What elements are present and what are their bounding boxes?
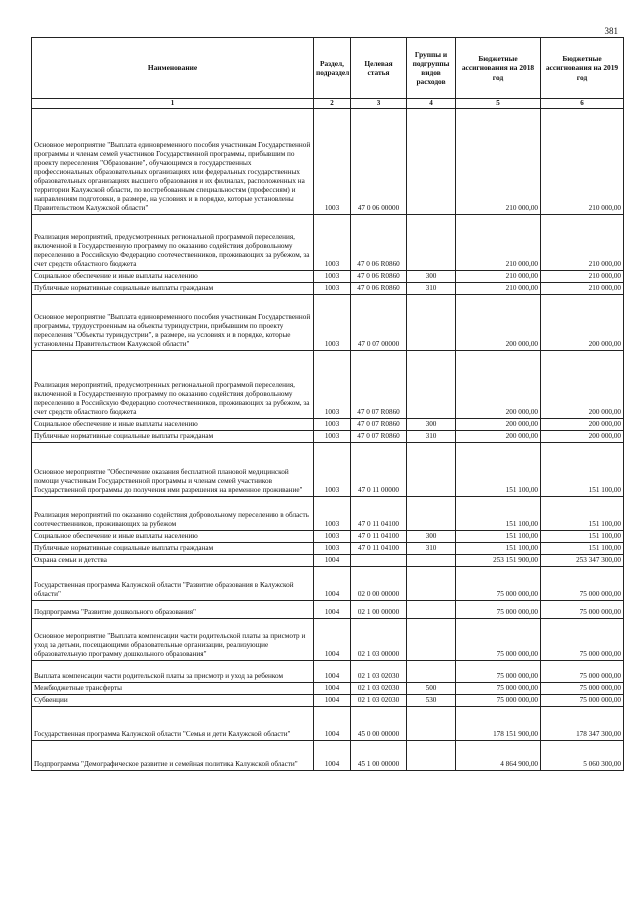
row-amount-2018: 4 864 900,00 <box>456 741 541 771</box>
header-2019: Бюджетные ассигнования на 2019 год <box>541 38 624 99</box>
row-group: 310 <box>407 283 456 295</box>
row-article: 47 0 11 04100 <box>351 543 407 555</box>
row-group <box>407 707 456 741</box>
row-section: 1004 <box>314 695 351 707</box>
row-amount-2019: 151 100,00 <box>541 543 624 555</box>
table-row <box>32 619 624 661</box>
row-group <box>407 497 456 531</box>
row-section: 1003 <box>314 497 351 531</box>
row-article: 02 0 00 00000 <box>351 567 407 601</box>
row-group <box>407 109 456 215</box>
row-section: 1003 <box>314 531 351 543</box>
row-section: 1003 <box>314 419 351 431</box>
row-group <box>407 567 456 601</box>
row-article <box>351 555 407 567</box>
row-name: Основное мероприятие "Выплата единовременного пособия участникам Государственной программы, трудоустроенным на объекты туриндустрии, прибывшим по проекту переселения "Объекты туриндустрии", в размере, на условиях и в порядке, которые установлены Правительством Калужской области" <box>32 295 314 351</box>
row-section: 1004 <box>314 619 351 661</box>
row-amount-2018: 210 000,00 <box>456 215 541 271</box>
row-amount-2018: 253 151 900,00 <box>456 555 541 567</box>
row-amount-2019: 200 000,00 <box>541 431 624 443</box>
row-section: 1003 <box>314 295 351 351</box>
row-article: 47 0 06 R0860 <box>351 215 407 271</box>
row-name: Основное мероприятие "Выплата единовременного пособия участникам Государственной программы и членам семей участников Государственной программы, прибывшим по проекту переселения "Образование", обучающимся в государственных профессиональных образовательных организациях или федеральных государственных образовательных организациях высшего образования и их филиалах, расположенных на территории Калужской области, по востребованным специальностям (профессиям) и направлениям подготовки, в размере, на условиях и в порядке, которые установлены Правительством Калужской области" <box>32 109 314 215</box>
row-name: Социальное обеспечение и иные выплаты населению <box>32 531 314 543</box>
row-article: 02 1 03 02030 <box>351 695 407 707</box>
row-amount-2019: 178 347 300,00 <box>541 707 624 741</box>
row-section: 1003 <box>314 271 351 283</box>
row-group: 500 <box>407 683 456 695</box>
row-article: 47 0 11 04100 <box>351 497 407 531</box>
row-amount-2019: 75 000 000,00 <box>541 661 624 683</box>
row-article: 02 1 00 00000 <box>351 601 407 619</box>
table-row <box>32 351 624 419</box>
row-section: 1003 <box>314 283 351 295</box>
row-section: 1003 <box>314 351 351 419</box>
row-name: Выплата компенсации части родительской платы за присмотр и уход за ребенком <box>32 661 314 683</box>
table-row <box>32 431 624 443</box>
row-amount-2019: 210 000,00 <box>541 215 624 271</box>
row-section: 1003 <box>314 215 351 271</box>
row-group: 300 <box>407 271 456 283</box>
row-name: Реализация мероприятий, предусмотренных региональной программой переселения, включенной в Государственную программу по оказанию содействия добровольному переселению в Российскую Федерацию соотечественников, проживающих за рубежом, за счет средств областного бюджета <box>32 351 314 419</box>
row-amount-2018: 75 000 000,00 <box>456 601 541 619</box>
row-name: Социальное обеспечение и иные выплаты населению <box>32 271 314 283</box>
row-amount-2019: 75 000 000,00 <box>541 683 624 695</box>
row-article: 47 0 11 04100 <box>351 531 407 543</box>
row-section: 1004 <box>314 707 351 741</box>
row-amount-2018: 75 000 000,00 <box>456 683 541 695</box>
row-name: Социальное обеспечение и иные выплаты населению <box>32 419 314 431</box>
table-row <box>32 661 624 683</box>
row-amount-2018: 151 100,00 <box>456 531 541 543</box>
row-group: 300 <box>407 419 456 431</box>
row-section: 1003 <box>314 443 351 497</box>
row-amount-2018: 151 100,00 <box>456 497 541 531</box>
header-row <box>32 38 624 99</box>
row-name: Государственная программа Калужской области "Семья и дети Калужской области" <box>32 707 314 741</box>
row-name: Подпрограмма "Демографическое развитие и семейная политика Калужской области" <box>32 741 314 771</box>
table-row <box>32 683 624 695</box>
table-body <box>32 109 624 771</box>
row-group <box>407 443 456 497</box>
page-number: 381 <box>604 26 618 36</box>
row-name: Охрана семьи и детства <box>32 555 314 567</box>
row-amount-2019: 151 100,00 <box>541 443 624 497</box>
table-row <box>32 707 624 741</box>
row-article: 47 0 06 R0860 <box>351 271 407 283</box>
row-group <box>407 741 456 771</box>
row-amount-2018: 178 151 900,00 <box>456 707 541 741</box>
budget-table <box>31 37 624 771</box>
table-row <box>32 567 624 601</box>
row-amount-2019: 200 000,00 <box>541 419 624 431</box>
header-section: Раздел, подраздел <box>314 38 351 99</box>
table-row <box>32 555 624 567</box>
row-section: 1004 <box>314 601 351 619</box>
column-number: 1 <box>32 99 314 109</box>
table-row <box>32 531 624 543</box>
row-name: Публичные нормативные социальные выплаты гражданам <box>32 543 314 555</box>
row-article: 47 0 07 R0860 <box>351 419 407 431</box>
row-name: Основное мероприятие "Выплата компенсации части родительской платы за присмотр и уход за детьми, посещающими образовательные организации, реализующие образовательную программу дошкольного образования" <box>32 619 314 661</box>
header-name: Наименование <box>32 38 314 99</box>
row-amount-2018: 200 000,00 <box>456 351 541 419</box>
row-name: Государственная программа Калужской области "Развитие образования в Калужской области" <box>32 567 314 601</box>
row-amount-2018: 75 000 000,00 <box>456 567 541 601</box>
row-amount-2018: 210 000,00 <box>456 283 541 295</box>
row-name: Подпрограмма "Развитие дошкольного образования" <box>32 601 314 619</box>
row-amount-2018: 151 100,00 <box>456 443 541 497</box>
table-row <box>32 295 624 351</box>
row-section: 1004 <box>314 555 351 567</box>
row-section: 1004 <box>314 683 351 695</box>
row-section: 1004 <box>314 567 351 601</box>
table-row <box>32 109 624 215</box>
row-article: 47 0 11 00000 <box>351 443 407 497</box>
row-amount-2018: 200 000,00 <box>456 295 541 351</box>
table-row <box>32 283 624 295</box>
column-number: 4 <box>407 99 456 109</box>
row-article: 47 0 07 00000 <box>351 295 407 351</box>
row-amount-2019: 210 000,00 <box>541 283 624 295</box>
row-name: Основное мероприятие "Обеспечение оказания бесплатной плановой медицинской помощи участникам Государственной программы и членам семей участников Государственной программы до получения ими разрешения на временное проживание" <box>32 443 314 497</box>
row-group <box>407 351 456 419</box>
row-name: Публичные нормативные социальные выплаты гражданам <box>32 431 314 443</box>
table-row <box>32 543 624 555</box>
row-amount-2018: 75 000 000,00 <box>456 619 541 661</box>
row-article: 47 0 07 R0860 <box>351 351 407 419</box>
row-amount-2019: 200 000,00 <box>541 295 624 351</box>
row-amount-2018: 151 100,00 <box>456 543 541 555</box>
row-group <box>407 215 456 271</box>
row-amount-2019: 210 000,00 <box>541 271 624 283</box>
table-row <box>32 215 624 271</box>
row-amount-2018: 210 000,00 <box>456 109 541 215</box>
row-name: Субвенции <box>32 695 314 707</box>
row-article: 45 0 00 00000 <box>351 707 407 741</box>
row-article: 02 1 03 02030 <box>351 661 407 683</box>
row-article: 45 1 00 00000 <box>351 741 407 771</box>
row-amount-2019: 151 100,00 <box>541 497 624 531</box>
row-group <box>407 619 456 661</box>
header-group: Группы и подгруппы видов расходов <box>407 38 456 99</box>
column-number: 2 <box>314 99 351 109</box>
row-amount-2019: 253 347 300,00 <box>541 555 624 567</box>
row-group: 300 <box>407 531 456 543</box>
row-amount-2019: 75 000 000,00 <box>541 695 624 707</box>
row-article: 02 1 03 02030 <box>351 683 407 695</box>
row-group <box>407 601 456 619</box>
table-row <box>32 443 624 497</box>
row-amount-2019: 75 000 000,00 <box>541 601 624 619</box>
row-amount-2019: 5 060 300,00 <box>541 741 624 771</box>
row-amount-2018: 75 000 000,00 <box>456 695 541 707</box>
table-row <box>32 741 624 771</box>
row-group <box>407 661 456 683</box>
row-section: 1004 <box>314 661 351 683</box>
header-2018: Бюджетные ассигнования на 2018 год <box>456 38 541 99</box>
table-row <box>32 497 624 531</box>
header-article: Целевая статья <box>351 38 407 99</box>
table-row <box>32 271 624 283</box>
row-name: Межбюджетные трансферты <box>32 683 314 695</box>
row-group <box>407 555 456 567</box>
column-number: 6 <box>541 99 624 109</box>
row-section: 1004 <box>314 741 351 771</box>
column-number: 5 <box>456 99 541 109</box>
row-amount-2018: 210 000,00 <box>456 271 541 283</box>
row-group: 310 <box>407 543 456 555</box>
row-name: Реализация мероприятий по оказанию содействия добровольному переселению в область соотечественников, проживающих за рубежом <box>32 497 314 531</box>
row-section: 1003 <box>314 431 351 443</box>
table-row <box>32 419 624 431</box>
table-row <box>32 695 624 707</box>
row-group: 310 <box>407 431 456 443</box>
row-amount-2018: 75 000 000,00 <box>456 661 541 683</box>
row-name: Реализация мероприятий, предусмотренных региональной программой переселения, включенной в Государственную программу по оказанию содействия добровольному переселению в Российскую Федерацию соотечественников, проживающих за рубежом, за счет средств областного бюджета <box>32 215 314 271</box>
row-group: 530 <box>407 695 456 707</box>
row-name: Публичные нормативные социальные выплаты гражданам <box>32 283 314 295</box>
row-amount-2018: 200 000,00 <box>456 419 541 431</box>
row-article: 47 0 07 R0860 <box>351 431 407 443</box>
table-row <box>32 601 624 619</box>
row-article: 47 0 06 R0860 <box>351 283 407 295</box>
row-article: 02 1 03 00000 <box>351 619 407 661</box>
row-amount-2019: 151 100,00 <box>541 531 624 543</box>
row-article: 47 0 06 00000 <box>351 109 407 215</box>
column-number-row <box>32 99 624 109</box>
row-amount-2019: 75 000 000,00 <box>541 567 624 601</box>
row-amount-2019: 210 000,00 <box>541 109 624 215</box>
row-amount-2018: 200 000,00 <box>456 431 541 443</box>
row-section: 1003 <box>314 543 351 555</box>
row-amount-2019: 200 000,00 <box>541 351 624 419</box>
column-number: 3 <box>351 99 407 109</box>
row-amount-2019: 75 000 000,00 <box>541 619 624 661</box>
row-section: 1003 <box>314 109 351 215</box>
row-group <box>407 295 456 351</box>
